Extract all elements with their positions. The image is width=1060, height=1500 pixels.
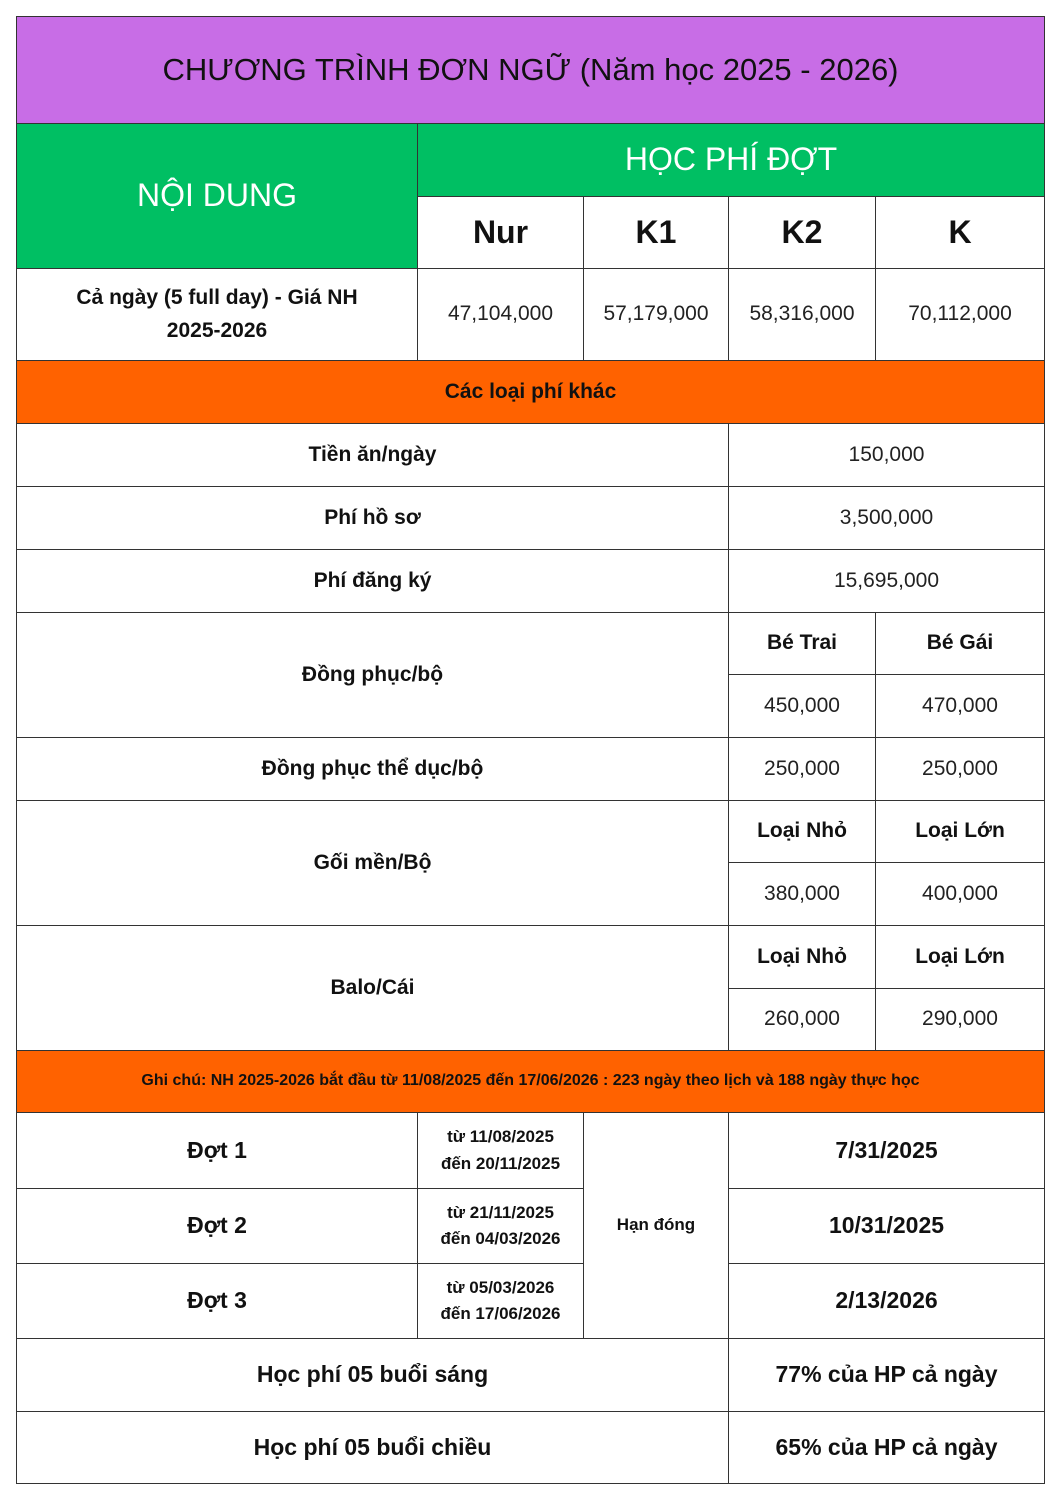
term-from: từ 05/03/2026	[446, 1277, 555, 1297]
table-title	[16, 16, 1045, 124]
half-day-value	[728, 1411, 1045, 1484]
term-label-text: Đợt 2	[187, 1212, 247, 1239]
backpack-v2	[875, 988, 1045, 1051]
col-label: Bé Gái	[926, 631, 994, 655]
header-tuition-text: HỌC PHÍ ĐỢT	[624, 141, 838, 178]
term-to: đến 20/11/2025	[440, 1153, 561, 1173]
price-nur	[417, 268, 584, 361]
term-from: từ 11/08/2025	[447, 1127, 554, 1147]
price-value: 57,179,000	[603, 302, 709, 326]
bedding-label	[16, 800, 729, 926]
level-label: Nur	[472, 213, 529, 250]
full-day-label-text: Cả ngày (5 full day) - Giá NH 2025-2026	[76, 285, 358, 342]
half-day-label	[16, 1411, 729, 1484]
fee-label-text: Phí đăng ký	[313, 568, 432, 592]
price-value: 58,316,000	[749, 302, 855, 326]
header-content-text: NỘI DUNG	[137, 177, 297, 214]
uniform-v1	[728, 674, 876, 738]
col-label: Loại Nhỏ	[757, 819, 847, 843]
level-k	[875, 196, 1045, 269]
fee-label	[16, 486, 729, 550]
pe-uniform-label	[16, 737, 729, 801]
bedding-v1	[728, 862, 876, 926]
header-tuition	[417, 123, 1045, 197]
deadline-value: 10/31/2025	[828, 1212, 945, 1239]
half-day-label	[16, 1338, 729, 1412]
col-label: Loại Lớn	[915, 819, 1005, 843]
term-deadline	[728, 1188, 1045, 1264]
price-k1	[583, 268, 729, 361]
fee-value-text: 150,000	[848, 442, 925, 466]
term-label-text: Đợt 1	[187, 1136, 247, 1163]
price-k2	[728, 268, 876, 361]
half-day-value-text: 77% của HP cả ngày	[775, 1361, 998, 1388]
term-label	[16, 1188, 418, 1264]
level-label: K1	[635, 213, 677, 250]
deadline-value: 7/31/2025	[835, 1136, 938, 1163]
backpack-col2	[875, 925, 1045, 989]
value: 400,000	[922, 881, 998, 905]
fee-label	[16, 549, 729, 613]
note-text: Ghi chú: NH 2025-2026 bắt đầu từ 11/08/2025 đến 17/06/2026 : 223 ngày theo lịch và 188 ngày thực học	[141, 1072, 920, 1090]
full-day-label	[16, 268, 418, 361]
fee-value	[728, 549, 1045, 613]
term-from: từ 21/11/2025	[447, 1202, 554, 1222]
term-range	[417, 1263, 584, 1339]
fee-label-text: Tiền ăn/ngày	[308, 442, 437, 466]
pe-uniform-v2	[875, 737, 1045, 801]
col-label: Loại Nhỏ	[757, 944, 847, 968]
term-range	[417, 1188, 584, 1264]
bedding-col2	[875, 800, 1045, 863]
fee-value	[728, 486, 1045, 550]
deadline-value: 2/13/2026	[835, 1287, 938, 1314]
pe-uniform-label-text: Đồng phục thể dục/bộ	[261, 756, 484, 780]
price-k	[875, 268, 1045, 361]
backpack-label	[16, 925, 729, 1051]
title-text: CHƯƠNG TRÌNH ĐƠN NGỮ (Năm học 2025 - 2026)	[162, 51, 899, 87]
level-label: K2	[781, 213, 823, 250]
note-row	[16, 1050, 1045, 1113]
price-value: 70,112,000	[908, 302, 1012, 326]
deadline-label	[583, 1112, 729, 1339]
fee-value	[728, 423, 1045, 487]
other-fees-header	[16, 360, 1045, 424]
term-to: đến 04/03/2026	[440, 1229, 561, 1248]
bedding-col1	[728, 800, 876, 863]
term-to: đến 17/06/2026	[440, 1304, 561, 1323]
pe-uniform-v1	[728, 737, 876, 801]
fee-value-text: 3,500,000	[839, 505, 934, 529]
half-day-label-text: Học phí 05 buổi chiều	[253, 1433, 492, 1460]
half-day-value	[728, 1338, 1045, 1412]
uniform-col1	[728, 612, 876, 675]
backpack-col1	[728, 925, 876, 989]
col-label: Bé Trai	[766, 631, 838, 655]
other-fees-title: Các loại phí khác	[444, 379, 617, 403]
bedding-v2	[875, 862, 1045, 926]
uniform-v2	[875, 674, 1045, 738]
uniform-label	[16, 612, 729, 738]
value: 470,000	[922, 693, 998, 717]
value: 290,000	[922, 1007, 998, 1031]
backpack-label-text: Balo/Cái	[330, 975, 415, 999]
term-label	[16, 1263, 418, 1339]
value: 260,000	[764, 1007, 840, 1031]
term-label	[16, 1112, 418, 1189]
level-nur	[417, 196, 584, 269]
fee-value-text: 15,695,000	[833, 568, 940, 592]
uniform-label-text: Đồng phục/bộ	[301, 662, 444, 686]
col-label: Loại Lớn	[915, 944, 1005, 968]
level-label: K	[948, 213, 972, 250]
price-value: 47,104,000	[447, 302, 554, 326]
level-k1	[583, 196, 729, 269]
fee-label-text: Phí hồ sơ	[324, 505, 421, 529]
value: 250,000	[922, 756, 998, 780]
value: 380,000	[764, 881, 840, 905]
half-day-value-text: 65% của HP cả ngày	[775, 1433, 998, 1460]
value: 250,000	[764, 756, 840, 780]
term-deadline	[728, 1263, 1045, 1339]
term-deadline	[728, 1112, 1045, 1189]
deadline-label-text: Hạn đóng	[616, 1215, 696, 1235]
backpack-v1	[728, 988, 876, 1051]
term-range	[417, 1112, 584, 1189]
uniform-col2	[875, 612, 1045, 675]
fee-label	[16, 423, 729, 487]
value: 450,000	[764, 693, 840, 717]
half-day-label-text: Học phí 05 buổi sáng	[256, 1361, 489, 1388]
header-content	[16, 123, 418, 269]
term-label-text: Đợt 3	[187, 1287, 247, 1314]
level-k2	[728, 196, 876, 269]
bedding-label-text: Gối mền/Bộ	[313, 850, 432, 874]
